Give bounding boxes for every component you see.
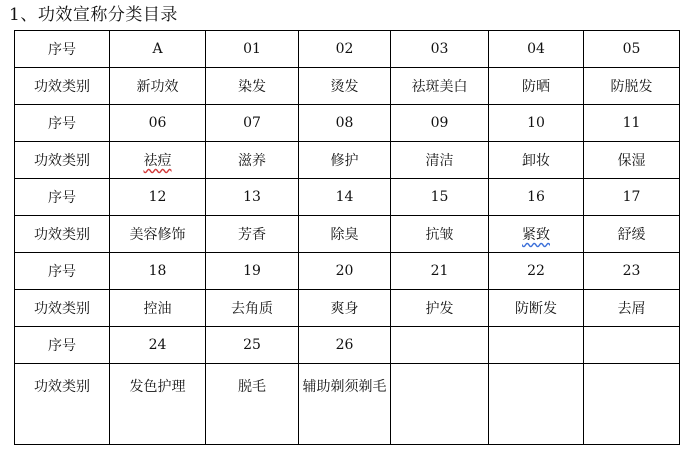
grammar-underlined-text: 紧致 <box>522 227 550 243</box>
table-cell <box>489 216 584 253</box>
table-cell: 爽身 <box>299 290 391 327</box>
row-header-category: 功效类别 <box>15 68 110 105</box>
table-cell: 23 <box>584 253 680 290</box>
table-row <box>15 327 680 364</box>
section-heading: 1、功效宣称分类目录 <box>9 5 178 25</box>
table-cell: 26 <box>299 327 391 364</box>
table-cell: 17 <box>584 179 680 216</box>
table-cell <box>110 142 206 179</box>
table-cell: 防晒 <box>489 68 584 105</box>
table-cell: 06 <box>110 105 206 142</box>
table-cell: 03 <box>391 31 489 68</box>
table-cell: 11 <box>584 105 680 142</box>
table-cell: 祛斑美白 <box>391 68 489 105</box>
table-cell: 04 <box>489 31 584 68</box>
row-header-category: 功效类别 <box>15 290 110 327</box>
table-cell: 芳香 <box>206 216 299 253</box>
row-header-category: 功效类别 <box>15 216 110 253</box>
table-row <box>15 253 680 290</box>
table-cell: A <box>110 31 206 68</box>
table-cell: 除臭 <box>299 216 391 253</box>
table-row <box>15 290 680 327</box>
table-cell: 05 <box>584 31 680 68</box>
table-cell: 01 <box>206 31 299 68</box>
table-cell: 脱毛 <box>206 364 299 445</box>
table-cell: 08 <box>299 105 391 142</box>
table-cell <box>489 327 584 364</box>
table-cell: 12 <box>110 179 206 216</box>
efficacy-claims-table <box>14 30 680 445</box>
table-row <box>15 105 680 142</box>
table-cell <box>584 327 680 364</box>
table-cell: 清洁 <box>391 142 489 179</box>
table-cell: 16 <box>489 179 584 216</box>
table-cell: 14 <box>299 179 391 216</box>
row-header-category: 功效类别 <box>15 142 110 179</box>
table-cell: 染发 <box>206 68 299 105</box>
table-cell: 滋养 <box>206 142 299 179</box>
table-cell: 美容修饰 <box>110 216 206 253</box>
table-row <box>15 31 680 68</box>
table-cell: 新功效 <box>110 68 206 105</box>
row-header-number: 序号 <box>15 253 110 290</box>
table-cell <box>391 364 489 445</box>
table-cell: 19 <box>206 253 299 290</box>
table-cell <box>489 364 584 445</box>
row-header-number: 序号 <box>15 105 110 142</box>
table-cell: 保湿 <box>584 142 680 179</box>
table-cell: 18 <box>110 253 206 290</box>
table-row <box>15 216 680 253</box>
table-row <box>15 364 680 445</box>
table-cell: 辅助剃须剃毛 <box>299 364 391 445</box>
table-cell: 15 <box>391 179 489 216</box>
table-cell: 10 <box>489 105 584 142</box>
table-row <box>15 68 680 105</box>
table-row <box>15 142 680 179</box>
table-cell <box>391 327 489 364</box>
table-cell: 卸妆 <box>489 142 584 179</box>
table-cell: 25 <box>206 327 299 364</box>
table-cell: 09 <box>391 105 489 142</box>
spellcheck-underlined-text: 祛痘 <box>143 153 172 169</box>
table-cell: 舒缓 <box>584 216 680 253</box>
table-cell: 护发 <box>391 290 489 327</box>
table-cell: 烫发 <box>299 68 391 105</box>
row-header-number: 序号 <box>15 327 110 364</box>
table-cell: 去屑 <box>584 290 680 327</box>
table-cell: 防脱发 <box>584 68 680 105</box>
table-cell: 13 <box>206 179 299 216</box>
table-cell: 07 <box>206 105 299 142</box>
table-cell: 防断发 <box>489 290 584 327</box>
table-cell: 发色护理 <box>110 364 206 445</box>
table-cell: 20 <box>299 253 391 290</box>
table-cell: 02 <box>299 31 391 68</box>
row-header-number: 序号 <box>15 179 110 216</box>
table-cell: 抗皱 <box>391 216 489 253</box>
row-header-number: 序号 <box>15 31 110 68</box>
table-cell: 修护 <box>299 142 391 179</box>
table-cell: 21 <box>391 253 489 290</box>
table-cell: 控油 <box>110 290 206 327</box>
table-row <box>15 179 680 216</box>
table-cell: 去角质 <box>206 290 299 327</box>
table-cell: 22 <box>489 253 584 290</box>
row-header-category: 功效类别 <box>15 364 110 445</box>
table-cell <box>584 364 680 445</box>
table-cell: 24 <box>110 327 206 364</box>
